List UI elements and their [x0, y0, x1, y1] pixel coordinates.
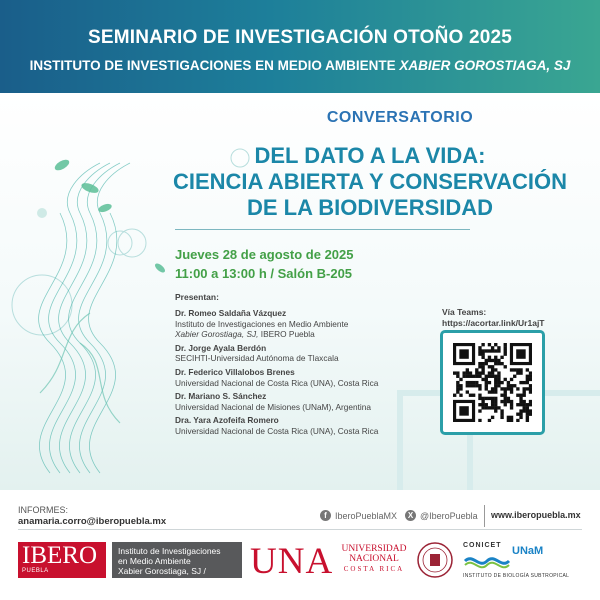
info-label: INFORMES:: [18, 505, 69, 515]
speaker-item: [175, 391, 445, 412]
institute-title: INSTITUTO DE INVESTIGACIONES EN MEDIO AMBIENTE XABIER GOROSTIAGA, SJ: [29, 58, 571, 73]
ibs-label: INSTITUTO DE BIOLOGÍA SUBTROPICAL: [463, 573, 570, 579]
event-kind: CONVERSATORIO: [326, 109, 474, 126]
event-time-place: 11:00 a 13:00 h / Salón B-205: [175, 266, 353, 281]
title-line: DEL DATO A LA VIDA:: [254, 143, 486, 168]
x-icon: X: [405, 510, 416, 521]
una-wordmark: UNA: [250, 541, 334, 582]
institute-line: Instituto de Investigaciones: [118, 546, 221, 556]
ibero-wordmark: IBERO: [22, 542, 97, 569]
qr-code-frame[interactable]: [440, 330, 545, 435]
speaker-item: [175, 343, 445, 364]
institute-line: Xabier Gorostiaga, SJ /: [118, 566, 206, 576]
footer-divider: [18, 529, 582, 530]
una-logo: [250, 541, 410, 582]
una-line: NACIONAL: [349, 554, 399, 564]
speaker-affiliation: Instituto de Investigaciones en Medio Ambiente: [175, 318, 349, 329]
institute-line: en Medio Ambiente: [118, 556, 191, 566]
speaker-affiliation: Universidad Nacional de Costa Rica (UNA), Costa Rica: [175, 425, 379, 436]
speaker-name: Dr. Mariano S. Sánchez: [175, 391, 267, 402]
header-banner: [0, 0, 600, 93]
event-date: Jueves 28 de agosto de 2025: [175, 247, 354, 262]
teams-label: Vía Teams:: [442, 307, 487, 317]
speaker-item: [175, 367, 445, 388]
website-link[interactable]: www.iberopuebla.mx: [491, 510, 581, 520]
facebook-icon: f: [320, 510, 331, 521]
una-line: UNIVERSIDAD: [341, 544, 407, 554]
unam-logo: UNaM: [512, 545, 544, 557]
speaker-affiliation: Universidad Nacional de Misiones (UNaM), Argentina: [175, 401, 371, 412]
conicet-logo: CONICET: [463, 542, 502, 549]
qr-code-icon: [453, 343, 532, 422]
speakers-label: Presentan:: [175, 292, 219, 302]
facebook-text: IberoPueblaMX: [335, 510, 398, 521]
speaker-affiliation: Universidad Nacional de Costa Rica (UNA), Costa Rica: [175, 377, 379, 388]
una-line: COSTA RICA: [343, 565, 405, 573]
speaker-name: Dr. Federico Villalobos Brenes: [175, 366, 295, 377]
institute-logo: [112, 542, 242, 578]
info-email[interactable]: anamaria.corro@iberopuebla.mx: [18, 516, 167, 527]
title-line: DE LA BIODIVERSIDAD: [246, 195, 494, 220]
twitter-text: @IberoPuebla: [420, 510, 478, 521]
university-seal-icon: [417, 542, 453, 578]
ibero-sub: PUEBLA: [22, 568, 49, 574]
speaker-affiliation-2: Xabier Gorostiaga, SJ, IBERO Puebla: [175, 329, 315, 340]
speaker-name: Dr. Romeo Saldaña Vázquez: [175, 308, 287, 318]
teams-link[interactable]: https://acortar.link/Ur1ajT: [442, 318, 545, 328]
event-datetime: [175, 245, 353, 283]
title-line: CIENCIA ABIERTA Y CONSERVACIÓN: [172, 169, 567, 194]
speaker-item: [175, 308, 445, 340]
teams-info: [442, 307, 545, 329]
twitter-handle[interactable]: [405, 510, 478, 521]
seminar-title: SEMINARIO DE INVESTIGACIÓN OTOÑO 2025: [87, 27, 513, 48]
event-title: [140, 143, 600, 221]
una-subtitle: [334, 544, 414, 574]
speaker-list: [175, 308, 445, 440]
speaker-name: Dra. Yara Azofeifa Romero: [175, 415, 279, 426]
title-divider: [175, 229, 470, 230]
ibero-logo: [18, 542, 106, 578]
facebook-handle[interactable]: [320, 510, 397, 521]
speaker-item: [175, 415, 445, 436]
footer-separator: [484, 505, 485, 527]
speaker-name: Dr. Jorge Ayala Berdón: [175, 342, 267, 353]
speaker-affiliation: SECIHTI-Universidad Autónoma de Tlaxcala: [175, 353, 339, 364]
conicet-waves-icon: [463, 552, 511, 570]
